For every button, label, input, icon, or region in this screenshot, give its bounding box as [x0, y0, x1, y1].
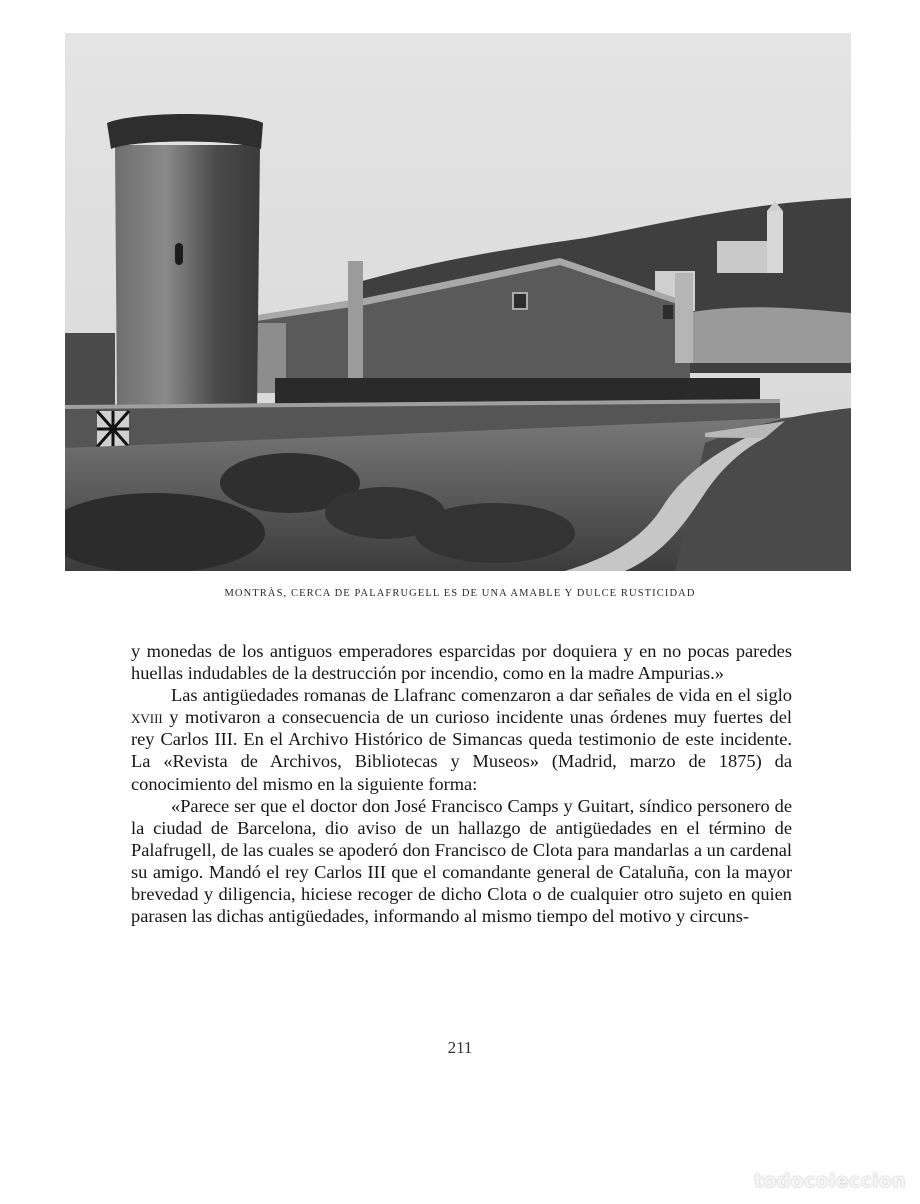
watermark-logo: todocoleccion [753, 1170, 906, 1192]
page-number: 211 [447, 1038, 473, 1057]
century-numeral: xviii [131, 707, 163, 728]
photograph-montras-tower [65, 33, 851, 571]
paragraph-2-part-b: y motivaron a consecuencia de un curioso incidente unas órdenes muy fuertes del rey Carlos III. En el Archivo Histórico de Simancas queda testimonio de este incidente. La «Revista de Archivos, Bibliotecas y Museos» (Madrid, marzo de 1875) da conocimiento del mismo en la siguiente forma: [131, 707, 792, 794]
paragraph-3: «Parece ser que el doctor don José Francisco Camps y Guitart, síndico personero de la ciudad de Barcelona, dio aviso de un hallazgo de antigüedades en el término de Palafrugell, de las cuales se apoderó don Francisco de Clota para mandarlas a un cardenal su amigo. Mandó el rey Carlos III que el comandante general de Cataluña, con la mayor brevedad y diligencia, hiciese recoger de dicho Clota o de cualquier otro sujeto en quien parasen las dichas antigüedades, informando al mismo tiempo del motivo y circuns- [131, 795, 792, 927]
body-text [131, 640, 792, 927]
paragraph-2 [131, 684, 792, 794]
photo-caption: MONTRÀS, CERCA DE PALAFRUGELL ES DE UNA AMABLE Y DULCE RUSTICIDAD [224, 588, 696, 599]
paragraph-2-part-a: Las antigüedades romanas de Llafranc comenzaron a dar señales de vida en el siglo [171, 685, 792, 706]
paragraph-1: y monedas de los antiguos emperadores esparcidas por doquiera y en no pocas paredes huellas indudables de la destrucción por incendio, como en la madre Ampurias.» [131, 641, 792, 684]
photo-illustration [65, 33, 851, 571]
